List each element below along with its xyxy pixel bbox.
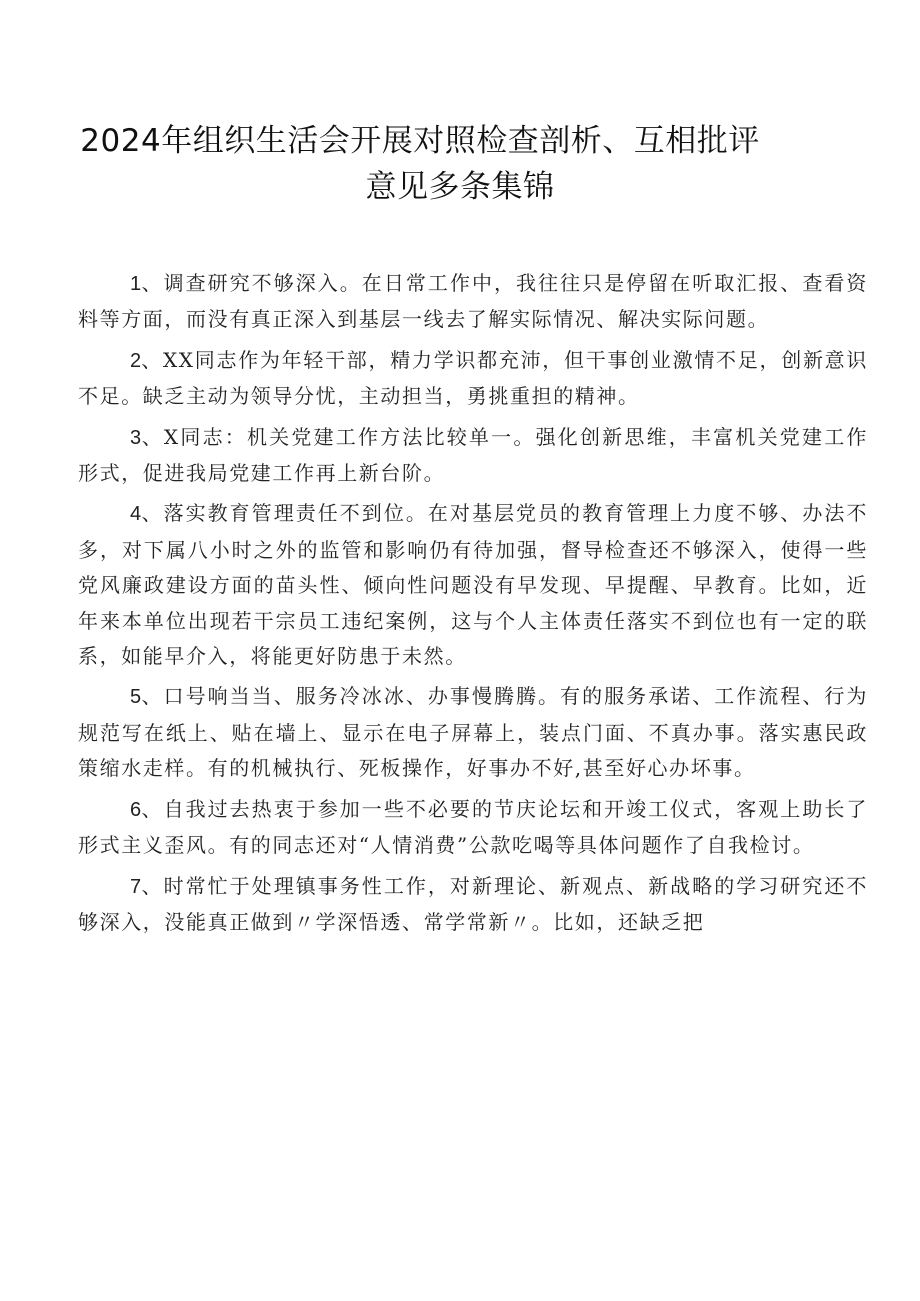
paragraph-text: 、XX同志作为年轻干部，精力学识都充沛，但干事创业激情不足，创新意识不足。缺乏主动为领导分忧，主动担当，勇挑重担的精神。 [78, 347, 868, 409]
paragraph-text: 、自我过去热衷于参加一些不必要的节庆论坛和开竣工仪式，客观上助长了形式主义歪风。有的同志还对“人情消费”公款吃喝等具体问题作了自我检讨。 [78, 796, 868, 858]
paragraph-2 [78, 343, 868, 415]
paragraph-number: 5 [130, 686, 142, 709]
paragraph-text: 、落实教育管理责任不到位。在对基层党员的教育管理上力度不够、办法不多，对下属八小时之外的监管和影响仍有待加强，督导检查还不够深入，使得一些党风廉政建设方面的苗头性、倾向性问题没有早发现、早提醒、早教育。比如，近年来本单位出现若干宗员工违纪案例，这与个人主体责任落实不到位也有一定的联系，如能早介入，将能更好防患于未然。 [78, 501, 868, 669]
paragraph-text: 、X同志：机关党建工作方法比较单一。强化创新思维，丰富机关党建工作形式，促进我局党建工作再上新台阶。 [78, 424, 868, 486]
paragraph-number: 6 [130, 798, 142, 821]
paragraph-text: 、时常忙于处理镇事务性工作，对新理论、新观点、新战略的学习研究还不够深入，没能真正做到〃学深悟透、常学常新〃。比如，还缺乏把 [78, 873, 868, 934]
document-body [78, 266, 868, 945]
paragraph-3 [78, 420, 868, 492]
paragraph-number: 1 [130, 273, 142, 295]
paragraph-number: 4 [130, 503, 142, 526]
paragraph-number: 3 [130, 426, 142, 449]
document-title [60, 118, 860, 210]
title-line-2: 意见多条集锦 [365, 169, 555, 205]
paragraph-number: 2 [130, 349, 142, 372]
paragraph-number: 7 [130, 875, 142, 898]
paragraph-5 [78, 679, 868, 786]
paragraph-4 [78, 496, 868, 674]
paragraph-1 [78, 266, 868, 338]
title-line-1: 2024年组织生活会开展对照检查剖析、互相批评 [80, 123, 760, 159]
paragraph-text: 、调查研究不够深入。在日常工作中，我往往只是停留在听取汇报、查看资料等方面，而没有真正深入到基层一线去了解实际情况、解决实际问题。 [78, 271, 868, 332]
paragraph-text: 、口号响当当、服务冷冰冰、办事慢腾腾。有的服务承诺、工作流程、行为规范写在纸上、贴在墙上、显示在电子屏幕上，装点门面、不真办事。落实惠民政策缩水走样。有的机械执行、死板操作，好事办不好,甚至好心办坏事。 [78, 684, 868, 781]
paragraph-6 [78, 792, 868, 864]
paragraph-7 [78, 869, 868, 941]
